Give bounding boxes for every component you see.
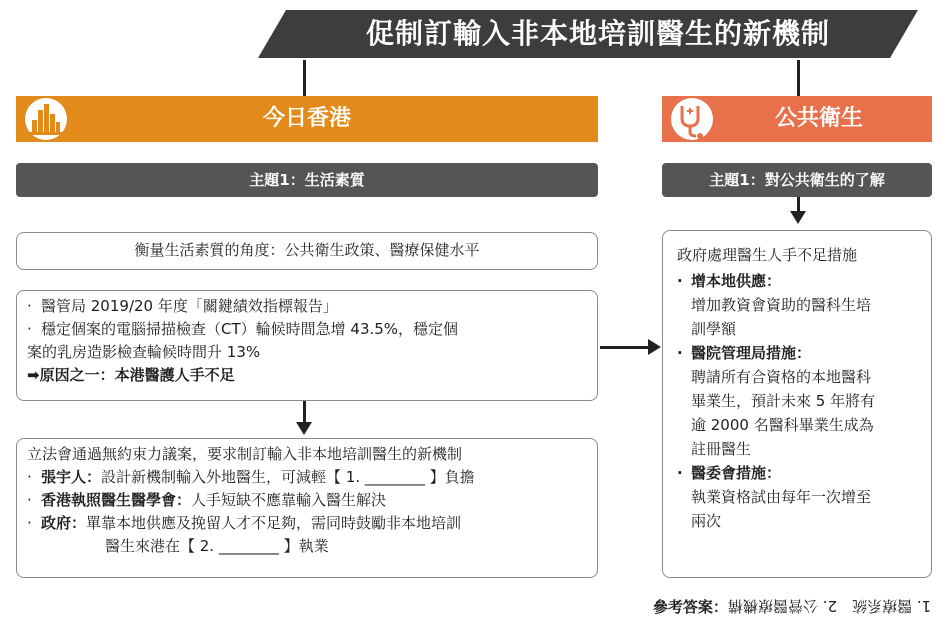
legco-item-2-text: 人手短缺不應靠輸入醫生解決 bbox=[191, 491, 387, 509]
measures-sec1-label: 增本地供應： bbox=[691, 272, 782, 290]
measures-sec1-line1: 增加教資會資助的醫科生培 bbox=[691, 296, 872, 314]
measures-sec3 bbox=[677, 461, 921, 485]
measures-sec3-line2: 兩次 bbox=[691, 512, 722, 530]
bullet-dot: · bbox=[677, 464, 683, 482]
measures-heading: 政府處理醫生人手不足措施 bbox=[677, 246, 858, 264]
measures-sec2-line3: 逾 2000 名醫科畢業生成為 bbox=[691, 416, 874, 434]
measures-sec2 bbox=[677, 341, 921, 365]
measures-sec3-line1: 執業資格試由每年一次增至 bbox=[691, 488, 872, 506]
aspects-text: 衡量生活素質的角度：公共衛生政策、醫療保健水平 bbox=[134, 241, 480, 259]
bullet-dot: · bbox=[677, 272, 683, 290]
legco-item-3-label: 政府： bbox=[41, 514, 87, 532]
measures-sec2-line1: 聘請所有合資格的本地醫科 bbox=[691, 368, 872, 386]
report-bullet-2 bbox=[27, 318, 587, 341]
reason-line bbox=[27, 364, 587, 387]
legco-item-1-text: 設計新機制輸入外地醫生，可減輕【 1. ________ 】負擔 bbox=[101, 468, 475, 486]
left-box-aspects bbox=[16, 232, 598, 270]
right-theme-label: 主題1：對公共衛生的了解 bbox=[709, 171, 885, 189]
arrow-right bbox=[648, 339, 661, 355]
arrow-down-right bbox=[790, 211, 806, 224]
reason-text: 原因之一：本港醫護人手不足 bbox=[39, 366, 235, 384]
connector-title-to-right bbox=[797, 60, 800, 98]
city-skyline-icon bbox=[16, 96, 72, 142]
right-header-label: 公共衛生 bbox=[774, 106, 863, 131]
measures-sec2-label: 醫院管理局措施： bbox=[691, 344, 812, 362]
report-bullet-1-text: 醫管局 2019/20 年度「關鍵績效指標報告」 bbox=[41, 297, 338, 315]
answer-key-text: 1. 醫療系統 2. 公營醫療機構 bbox=[727, 597, 931, 615]
connector-title-to-left bbox=[303, 60, 306, 98]
left-box-report bbox=[16, 290, 598, 401]
report-bullet-2-line1: 穩定個案的電腦掃描檢查（CT）輪候時間急增 43.5%，穩定個 bbox=[41, 320, 459, 338]
report-bullet-2-line2: 案的乳房造影檢查輪候時間升 13% bbox=[27, 343, 261, 361]
measures-sec1 bbox=[677, 269, 921, 293]
left-box-legco bbox=[16, 438, 598, 578]
arrow-down-left bbox=[296, 422, 312, 435]
measures-sec1-line2: 訓學額 bbox=[691, 320, 737, 338]
left-header-label: 今日香港 bbox=[262, 106, 351, 131]
left-theme-bar bbox=[16, 163, 598, 197]
title-banner bbox=[258, 10, 918, 58]
bullet-dot: · bbox=[27, 514, 32, 532]
measures-sec3-label: 醫委會措施： bbox=[691, 464, 782, 482]
legco-item-2 bbox=[27, 489, 587, 512]
legco-item-1-label: 張宇人： bbox=[41, 468, 102, 486]
left-theme-label: 主題1：生活素質 bbox=[249, 171, 365, 189]
bullet-dot: · bbox=[27, 320, 32, 338]
legco-item-3-line1: 單靠本地供應及挽留人才不足夠，需同時鼓勵非本地培訓 bbox=[86, 514, 462, 532]
left-header-bar bbox=[16, 96, 598, 142]
connector-left-to-right bbox=[600, 346, 650, 349]
legco-item-1 bbox=[27, 466, 587, 489]
right-box-measures bbox=[662, 230, 932, 578]
legco-item-3-line2: 醫生來港在【 2. ________ 】執業 bbox=[105, 537, 329, 555]
stethoscope-icon bbox=[662, 96, 718, 142]
bullet-dot: · bbox=[677, 344, 683, 362]
bullet-dot: · bbox=[27, 468, 32, 486]
report-bullet-1 bbox=[27, 295, 587, 318]
answer-key bbox=[653, 596, 931, 617]
legco-item-2-label: 香港執照醫生醫學會： bbox=[41, 491, 192, 509]
legco-intro: 立法會通過無約束力議案，要求制訂輸入非本地培訓醫生的新機制 bbox=[27, 445, 463, 463]
bullet-dot: · bbox=[27, 297, 32, 315]
page-title: 促制訂輸入非本地培訓醫生的新機制 bbox=[365, 17, 830, 50]
right-theme-bar bbox=[662, 163, 932, 197]
measures-sec2-line4: 註冊醫生 bbox=[691, 440, 752, 458]
legco-item-3 bbox=[27, 512, 587, 535]
answer-key-label: 參考答案： bbox=[652, 598, 728, 616]
measures-sec2-line2: 畢業生，預計未來 5 年將有 bbox=[691, 392, 876, 410]
right-arrow-icon: ➡ bbox=[27, 366, 40, 384]
bullet-dot: · bbox=[27, 491, 32, 509]
